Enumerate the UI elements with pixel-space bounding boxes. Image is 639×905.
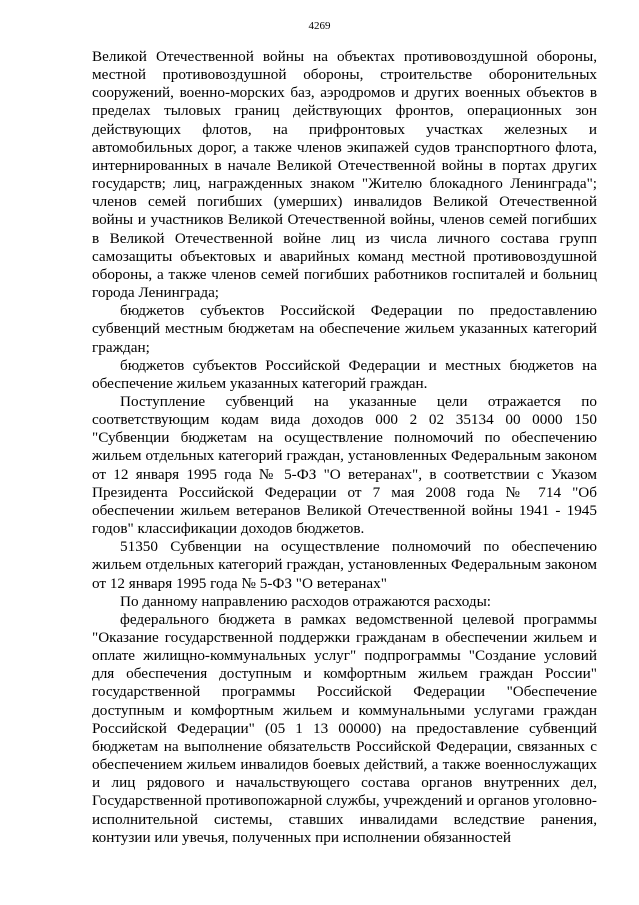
paragraph: бюджетов субъектов Российской Федерации и местных бюджетов на обеспечение жильем указанных категорий граждан. (92, 356, 597, 392)
paragraph-continuation: Великой Отечественной войны на объектах противовоздушной обороны, местной противовоздушной обороны, строительстве оборонительных сооружений, военно-морских баз, аэродромов и других военных объектов в пределах тыловых границ действующих фронтов, операционных зон действующих флотов, на прифронтовых участках железных и автомобильных дорог, а также членов экипажей судов транспортного флота, интернированных в начале Великой Отечественной войны в портах других государств; лиц, награжденных знаком "Жителю блокадного Ленинграда"; членов семей погибших (умерших) инвалидов Великой Отечественной войны и участников Великой Отечественной войны, членов семей погибших в Великой Отечественной войне лиц из числа личного состава групп самозащиты объектовых и аварийных команд местной противовоздушной обороны, а также членов семей погибших работников госпиталей и больниц города Ленинграда; (92, 48, 597, 302)
page-number: 4269 (308, 20, 331, 32)
paragraph: бюджетов субъектов Российской Федерации по предоставлению субвенций местным бюджетам на обеспечение жильем указанных категорий граждан; (92, 302, 597, 356)
paragraph: Поступление субвенций на указанные цели отражается по соответствующим кодам вида доходов 000 2 02 35134 00 0000 150 "Субвенции бюджетам на осуществление полномочий по обеспечению жильем отдельных категорий граждан, установленных Федеральным законом от 12 января 1995 года № 5-ФЗ "О ветеранах", в соответствии с Указом Президента Российской Федерации от 7 мая 2008 года № 714 "Об обеспечении жильем ветеранов Великой Отечественной войны 1941 - 1945 годов" классификации доходов бюджетов. (92, 392, 597, 538)
paragraph: По данному направлению расходов отражаются расходы: (120, 592, 492, 610)
paragraph: федерального бюджета в рамках ведомственной целевой программы "Оказание государственной поддержки гражданам в обеспечении жильем и оплате жилищно-коммунальных услуг" подпрограммы "Создание условий для обеспечения доступным и комфортным жильем граждан России" государственной программы Российской Федерации "Обеспечение доступным и комфортным жильем и коммунальными услугами граждан Российской Федерации" (05 1 13 00000) на предоставление субвенций бюджетам на выполнение обязательств Российской Федерации, связанных с обеспечением жильем инвалидов боевых действий, а также военнослужащих и лиц рядового и начальствующего состава органов внутренних дел, Государственной противопожарной службы, учреждений и органов уголовно-исполнительной системы, ставших инвалидами вследствие ранения, контузии или увечья, полученных при исполнении обязанностей (92, 610, 597, 846)
document-body (92, 48, 597, 847)
paragraph-section-heading: 51350 Субвенции на осуществление полномочий по обеспечению жильем отдельных категорий граждан, установленных Федеральным законом от 12 января 1995 года № 5-ФЗ "О ветеранах" (92, 538, 597, 592)
